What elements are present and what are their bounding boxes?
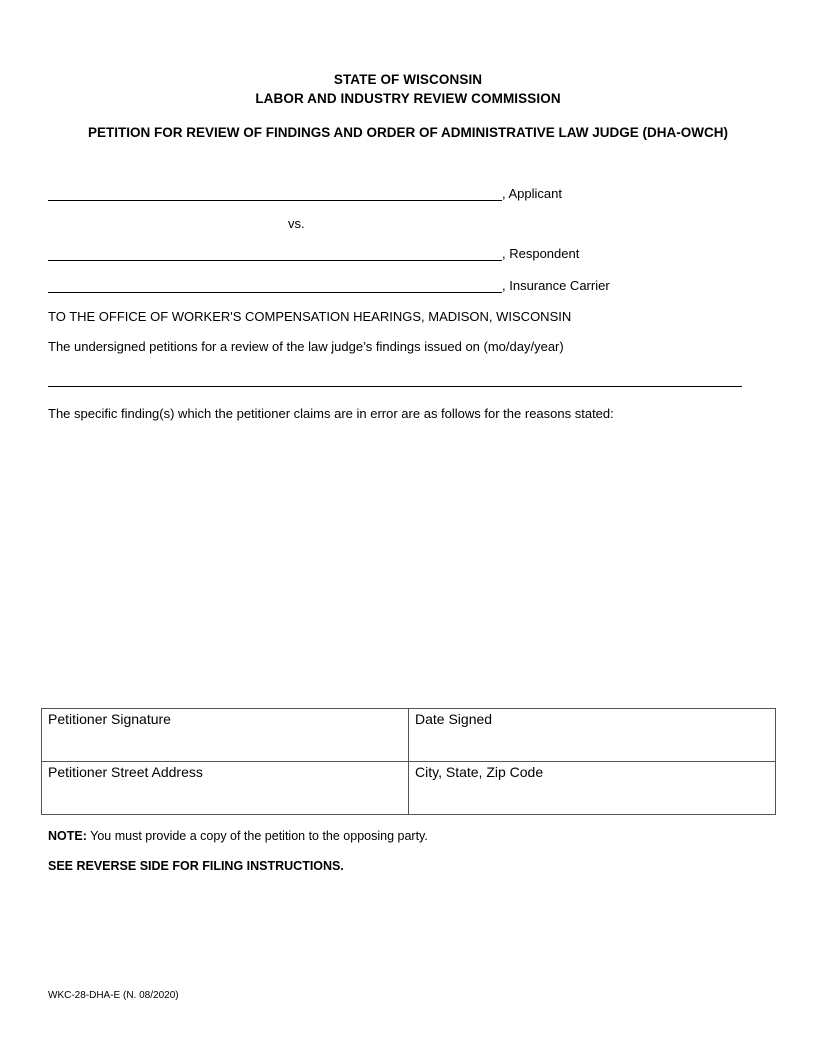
petition-statement: The undersigned petitions for a review of the law judge’s findings issued on (mo/day/year) (48, 339, 564, 354)
findings-statement: The specific finding(s) which the petitioner claims are in error are as follows for the reasons stated: (48, 406, 614, 421)
respondent-label: , Respondent (502, 246, 580, 261)
findings-date-field[interactable] (48, 374, 742, 387)
note-line (48, 829, 428, 843)
form-title: PETITION FOR REVIEW OF FINDINGS AND ORDER OF ADMINISTRATIVE LAW JUDGE (DHA-OWCH) (88, 125, 728, 140)
applicant-row (48, 186, 562, 201)
commission-heading: LABOR AND INDUSTRY REVIEW COMMISSION (255, 91, 561, 106)
street-address-label: Petitioner Street Address (48, 764, 203, 780)
signature-table (41, 708, 776, 815)
city-state-zip-label: City, State, Zip Code (415, 764, 544, 780)
state-heading: STATE OF WISCONSIN (333, 72, 483, 87)
petitioner-signature-label: Petitioner Signature (48, 711, 171, 727)
street-address-cell[interactable] (42, 762, 409, 815)
note-text: You must provide a copy of the petition to the opposing party. (86, 829, 428, 843)
respondent-field[interactable] (48, 247, 502, 261)
findings-text-area[interactable] (48, 430, 776, 695)
petitioner-signature-cell[interactable] (42, 709, 409, 762)
addressee-text: TO THE OFFICE OF WORKER'S COMPENSATION HEARINGS, MADISON, WISCONSIN (48, 309, 572, 324)
date-signed-cell[interactable] (409, 709, 776, 762)
insurance-carrier-label: , Insurance Carrier (502, 278, 610, 293)
carrier-row (48, 278, 610, 293)
applicant-label: , Applicant (502, 186, 562, 201)
reverse-side-notice: SEE REVERSE SIDE FOR FILING INSTRUCTIONS. (48, 859, 344, 873)
city-state-zip-cell[interactable] (409, 762, 776, 815)
date-signed-label: Date Signed (415, 711, 493, 727)
versus-label: vs. (288, 216, 305, 231)
applicant-field[interactable] (48, 187, 502, 201)
insurance-carrier-field[interactable] (48, 279, 502, 293)
form-id: WKC-28-DHA-E (N. 08/2020) (48, 990, 179, 1001)
respondent-row (48, 246, 579, 261)
note-label: NOTE: (48, 829, 87, 843)
